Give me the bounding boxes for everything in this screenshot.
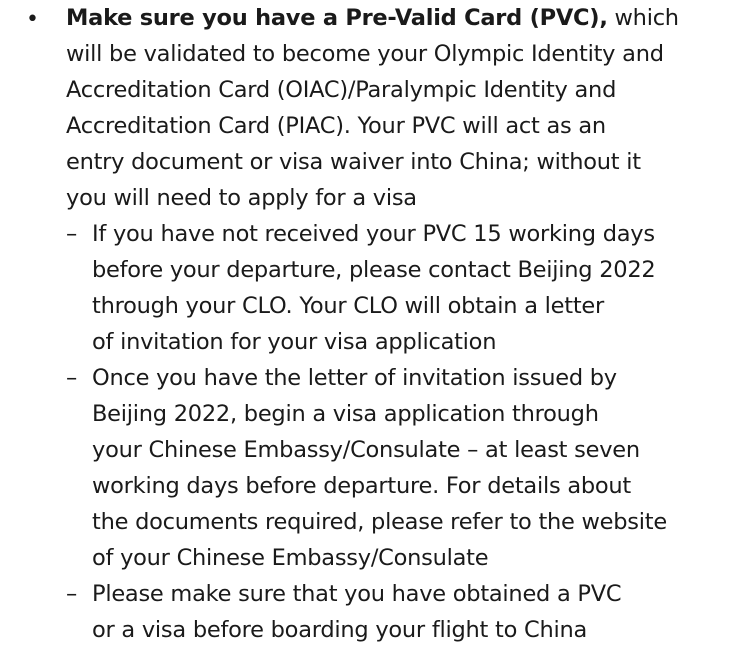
sub-item-line: If you have not received your PVC 15 working days <box>92 221 655 247</box>
main-bullet-line: you will need to apply for a visa <box>66 185 417 211</box>
sub-item-text <box>92 216 716 360</box>
main-bullet-line: Accreditation Card (PIAC). Your PVC will act as an <box>66 113 606 139</box>
sub-item-line: the documents required, please refer to the website <box>92 509 667 535</box>
sub-item-line: of your Chinese Embassy/Consulate <box>92 545 489 571</box>
sub-item-text <box>92 360 716 576</box>
sub-item-line: working days before departure. For details about <box>92 473 631 499</box>
main-bullet-line: Accreditation Card (OIAC)/Paralympic Identity and <box>66 77 617 103</box>
main-bullet-line: entry document or visa waiver into China; without it <box>66 149 641 175</box>
sub-item-line: Please make sure that you have obtained a PVC <box>92 581 622 607</box>
sub-item-line: of invitation for your visa application <box>92 329 497 355</box>
main-bullet-bold-lead: Make sure you have a Pre-Valid Card (PVC), <box>66 5 608 31</box>
sub-item-line: through your CLO. Your CLO will obtain a letter <box>92 293 604 319</box>
dash-marker: – <box>66 581 77 607</box>
sub-item-line: before your departure, please contact Beijing 2022 <box>92 257 656 283</box>
main-bullet-line-1-rest: which <box>607 5 679 31</box>
dash-marker: – <box>66 365 77 391</box>
sub-item-text <box>92 576 716 648</box>
dash-marker: – <box>66 221 77 247</box>
sub-item-line: Beijing 2022, begin a visa application through <box>92 401 599 427</box>
sub-item-line: or a visa before boarding your flight to China <box>92 617 588 643</box>
sub-item-line: your Chinese Embassy/Consulate – at least seven <box>92 437 640 463</box>
sub-item-line: Once you have the letter of invitation issued by <box>92 365 617 391</box>
bullet-marker: • <box>26 7 39 32</box>
main-bullet-item <box>66 0 716 216</box>
main-bullet-line-1 <box>66 0 716 36</box>
main-bullet-line: will be validated to become your Olympic Identity and <box>66 41 664 67</box>
